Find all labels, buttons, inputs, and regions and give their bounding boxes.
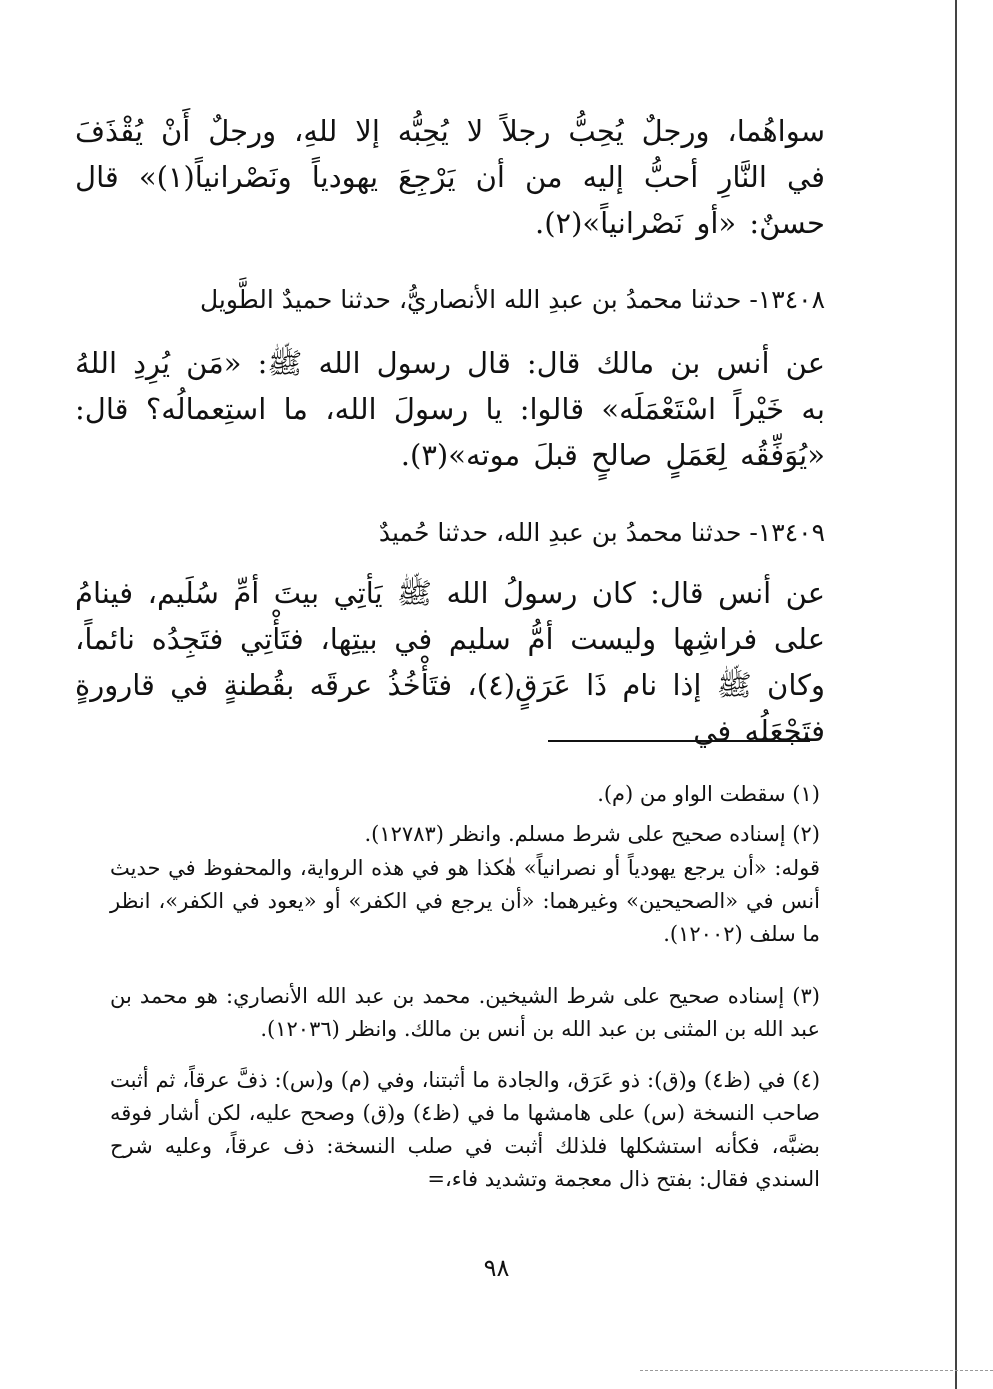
hadith-13409-matn: عن أنس قال: كان رسولُ الله ﷺ يَأتِي بيتَ أمِّ سُلَيم، فينامُ على فراشِها وليست أمُّ سليم في بيتِها، فتَأْتِي فتَجِدُه نائماً، وكان ﷺ إذا نام ذَا عَرَقٍ(٤)، فتَأْخُذُ عرقَه بقُطنةٍ في قارورةٍ فتَجْعَلُه في [75,576,825,748]
hadith-13408-matn: عن أنس بن مالك قال: قال رسول الله ﷺ: «مَن يُرِدِ اللهُ به خَيْراً اسْتَعْمَلَه» قالوا: يا رسولَ الله، ما استِعمالُه؟ قال: «يُوَفِّقُه لِعَمَلٍ صالحٍ قبلَ موته»(٣). [75,346,825,472]
paragraph-continuation: سواهُما، ورجلٌ يُحِبُّ رجلاً لا يُحِبُّه إلا للهِ، ورجلٌ أَنْ يُقْذَفَ في النَّارِ أحبُّ إليه من أن يَرْجِعَ يهودياً ونَصْرانياً(١)» قال حسنٌ: «أو نَصْرانياً»(٢). [75,114,825,240]
footnote-3: (٣) إسناده صحيح على شرط الشيخين. محمد بن عبد الله الأنصاري: هو محمد بن عبد الله بن المثنى بن عبد الله بن أنس بن مالك. وانظر (١٢٠٣٦). [110,984,820,1041]
footnote-separator [548,740,810,742]
footnote-1: (١) سقطت الواو من (م). [597,782,820,806]
hadith-13408-isnad: ١٣٤٠٨- حدثنا محمدُ بن عبدِ الله الأنصاريُّ، حدثنا حميدٌ الطَّويل [199,285,825,314]
page-edge-line [955,0,957,1389]
footnote-2-comment: قوله: «أن يرجع يهودياً أو نصرانياً» هٰكذا هو في هذه الرواية، والمحفوظ في حديث أنس في «الصحيحين» وغيرهما: «أن يرجع في الكفر» أو «يعود في الكفر»، انظر ما سلف (١٢٠٠٢). [110,856,820,946]
footnote-2: (٢) إسناده صحيح على شرط مسلم. وانظر (١٢٧٨٣). [364,822,820,846]
page-bottom-dashed-edge [640,1370,993,1371]
page-number: ٩٨ [483,1254,510,1282]
hadith-13409-isnad: ١٣٤٠٩- حدثنا محمدُ بن عبدِ الله، حدثنا حُميدٌ [378,518,825,547]
footnote-4: (٤) في (ظ٤) و(ق): ذو عَرَق، والجادة ما أثبتنا، وفي (م) و(س): ذفَّ عرقاً، ثم أثبت صاحب النسخة (س) على هامشها ما في (ظ٤) و(ق) وصحح عليه، لكن أشار فوقه بضبَّه، فكأنه استشكلها فلذلك أثبت في صلب النسخة: ذف عرقاً، وعليه شرح السندي فقال: بفتح ذال معجمة وتشديد فاء،= [110,1068,821,1191]
